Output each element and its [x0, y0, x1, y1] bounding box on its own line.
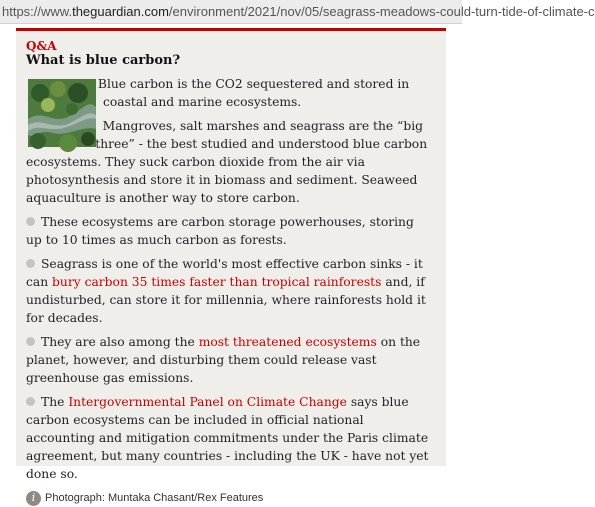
bullet-icon	[26, 337, 35, 346]
paragraph-definition: Blue carbon is the CO2 sequestered and stored in coastal and marine ecosystems.	[97, 77, 410, 109]
paragraph-threatened-text-start: They are also among the	[41, 335, 199, 349]
paragraph-storage-text: These ecosystems are carbon storage powerhouses, storing up to 10 times as much carbon as forests.	[26, 215, 414, 247]
card-kicker: Q&A	[26, 39, 57, 53]
paragraph-threatened	[26, 333, 432, 387]
link-most-threatened[interactable]: most threatened ecosystems	[198, 335, 377, 349]
paragraph-ipcc	[26, 393, 432, 483]
address-bar[interactable]	[0, 0, 595, 24]
card-body	[26, 75, 446, 507]
link-bury-carbon[interactable]: bury carbon 35 times faster than tropical rainforests	[52, 275, 382, 289]
paragraph-threatened-text-end: on the planet, however, and disturbing them could release vast greenhouse gas emissions.	[26, 335, 421, 385]
paragraph-big-three: Mangroves, salt marshes and seagrass are the “big three” - the best studied and understood blue carbon ecosystems. They suck carbon dioxide from the air via photosynthesis and store it in biomass and sediment. Seaweed aquaculture is another way to store carbon.	[26, 119, 428, 205]
info-icon[interactable]: i	[26, 491, 41, 506]
url-domain: theguardian.com	[72, 4, 169, 19]
url-path: /environment/2021/nov/05/seagrass-meadows-could-turn-tide-of-climate-c	[168, 4, 595, 19]
bullet-icon	[26, 259, 35, 268]
bullet-icon	[26, 397, 35, 406]
paragraph-storage	[26, 213, 432, 249]
paragraph-ipcc-text-end: says blue carbon ecosystems can be included in official national accounting and mitigation commitments under the Paris climate agreement, but many countries - including the UK - have not yet done so.	[26, 395, 429, 481]
link-ipcc[interactable]: Intergovernmental Panel on Climate Change	[68, 395, 347, 409]
paragraph-seagrass-text-start: Seagrass is one of the world's most effective carbon sinks - it can	[26, 257, 423, 289]
card-headline: What is blue carbon?	[26, 53, 181, 68]
photo-caption	[26, 489, 432, 507]
qa-explainer-card	[16, 28, 446, 504]
url-prefix: https://www.	[2, 4, 73, 19]
bullet-icon	[26, 217, 35, 226]
paragraph-seagrass-text-end: and, if undisturbed, can store it for millennia, where rainforests hold it for decades.	[26, 275, 426, 325]
paragraph-seagrass	[26, 255, 432, 327]
paragraph-ipcc-text-start: The	[41, 395, 69, 409]
caption-text: Photograph: Muntaka Chasant/Rex Features	[45, 492, 264, 504]
